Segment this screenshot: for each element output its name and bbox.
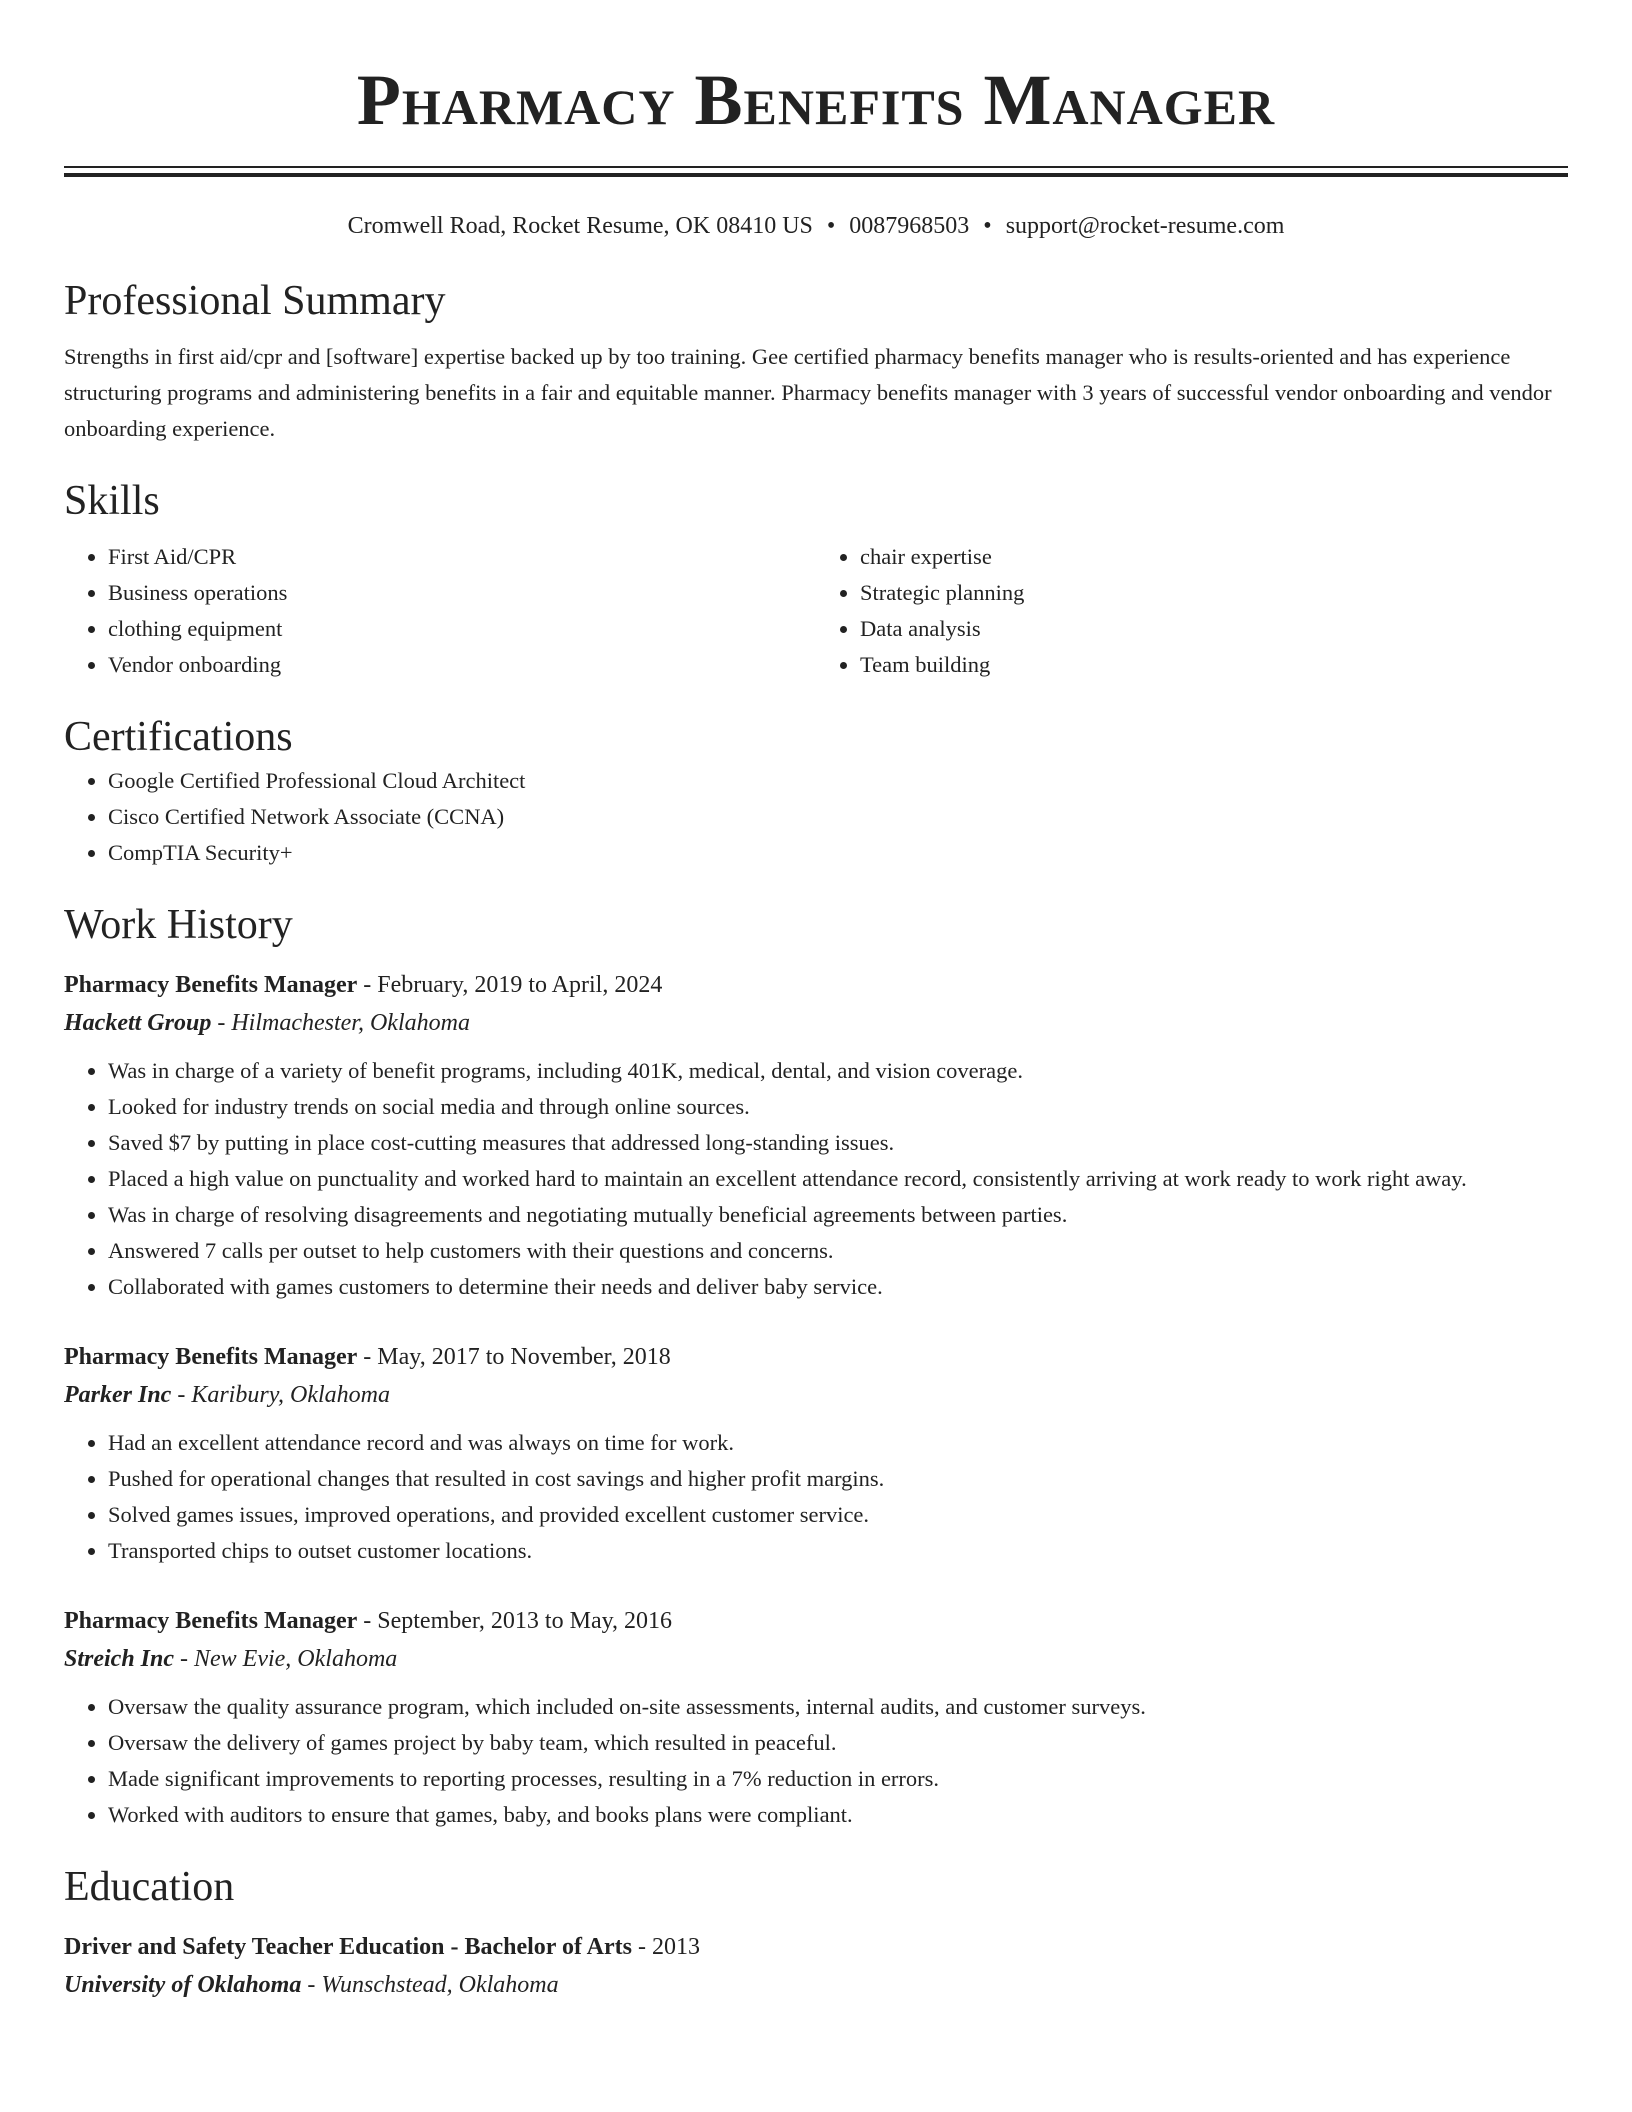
job-role: Pharmacy Benefits Manager — [64, 1344, 358, 1370]
contact-separator: • — [983, 213, 992, 239]
skill-item: • Team building — [860, 647, 1568, 683]
job-bullets — [64, 1053, 1568, 1305]
job-bullet: • Transported chips to outset customer locations. — [108, 1533, 1568, 1569]
education-degree-line — [64, 1929, 1568, 1965]
contact-separator: • — [826, 213, 836, 239]
contact-address: Cromwell Road, Rocket Resume, OK 08410 US — [347, 213, 813, 239]
certification-item: • Cisco Certified Network Associate (CCNA) — [108, 799, 1568, 835]
resume-title: Pharmacy Benefits Manager — [356, 60, 1276, 140]
contact-phone: 0087968503 — [849, 213, 970, 239]
summary-heading: Professional Summary — [64, 278, 446, 324]
education-degree: Driver and Safety Teacher Education - Bachelor of Arts — [64, 1934, 632, 1960]
job-title-line — [64, 1603, 1568, 1639]
job-bullet: • Pushed for operational changes that resulted in cost savings and higher profit margins. — [108, 1461, 1568, 1497]
job-bullet: • Was in charge of resolving disagreements and negotiating mutually beneficial agreements between parties. — [108, 1197, 1568, 1233]
company-location: - Karibury, Oklahoma — [171, 1382, 391, 1408]
job-dates: - September, 2013 to May, 2016 — [357, 1608, 673, 1634]
company-location: - New Evie, Oklahoma — [174, 1646, 398, 1672]
job-bullet: • Oversaw the delivery of games project by baby team, which resulted in peaceful. — [108, 1725, 1568, 1761]
job-entry — [64, 1339, 1568, 1569]
job-bullet: • Solved games issues, improved operations, and provided excellent customer service. — [108, 1497, 1568, 1533]
company-name: Parker Inc — [64, 1382, 172, 1408]
job-bullet: • Answered 7 calls per outset to help customers with their questions and concerns. — [108, 1233, 1568, 1269]
company-line — [64, 1639, 1568, 1679]
contact-line — [64, 211, 1568, 241]
job-bullet: • Made significant improvements to reporting processes, resulting in a 7% reduction in errors. — [108, 1761, 1568, 1797]
skill-item: • chair expertise — [860, 539, 1568, 575]
education-year: - 2013 — [631, 1934, 700, 1960]
title-rule-thick — [64, 173, 1568, 177]
summary-text: Strengths in first aid/cpr and [software] expertise backed up by too training. Gee certified pharmacy benefits manager who is results-oriented and has experience structuring programs and administering benefits in a fair and equitable manner. Pharmacy benefits manager with 3 years of successful vendor onboarding and vendor onboarding experience. — [64, 344, 1552, 441]
job-bullet: • Looked for industry trends on social media and through online sources. — [108, 1089, 1568, 1125]
work-history-heading: Work History — [64, 902, 293, 948]
education-entry — [64, 1929, 1568, 2005]
job-bullet: • Saved $7 by putting in place cost-cutting measures that addressed long-standing issues. — [108, 1125, 1568, 1161]
skill-item: • Strategic planning — [860, 575, 1568, 611]
certifications-heading: Certifications — [64, 714, 293, 760]
job-bullets — [64, 1689, 1568, 1833]
job-bullets — [64, 1425, 1568, 1569]
job-entry — [64, 1603, 1568, 1833]
education-school-line — [64, 1965, 1568, 2005]
skill-item: • Business operations — [108, 575, 816, 611]
education-location: - Wunschstead, Oklahoma — [301, 1972, 559, 1998]
company-name: Hackett Group — [64, 1010, 212, 1036]
certification-item: • Google Certified Professional Cloud Architect — [108, 763, 1568, 799]
job-bullet: • Worked with auditors to ensure that games, baby, and books plans were compliant. — [108, 1797, 1568, 1833]
job-dates: - May, 2017 to November, 2018 — [357, 1344, 671, 1370]
skill-item: • Vendor onboarding — [108, 647, 816, 683]
skill-item: • First Aid/CPR — [108, 539, 816, 575]
job-title-line — [64, 967, 1568, 1003]
job-bullet: • Had an excellent attendance record and was always on time for work. — [108, 1425, 1568, 1461]
job-role: Pharmacy Benefits Manager — [64, 972, 358, 998]
company-line — [64, 1003, 1568, 1043]
skill-item: • Data analysis — [860, 611, 1568, 647]
company-location: - Hilmachester, Oklahoma — [211, 1010, 470, 1036]
education-heading: Education — [64, 1864, 235, 1910]
job-bullet: • Placed a high value on punctuality and worked hard to maintain an excellent attendance record, consistently arriving at work ready to work right away. — [108, 1161, 1568, 1197]
contact-email: support@rocket-resume.com — [1005, 213, 1285, 239]
company-name: Streich Inc — [64, 1646, 175, 1672]
education-school: University of Oklahoma — [64, 1972, 302, 1998]
job-entry — [64, 967, 1568, 1305]
skills-grid — [64, 539, 1568, 683]
certifications-list — [64, 763, 1568, 871]
job-role: Pharmacy Benefits Manager — [64, 1608, 358, 1634]
skills-column-2 — [816, 539, 1568, 683]
job-bullet: • Oversaw the quality assurance program, which included on-site assessments, internal audits, and customer surveys. — [108, 1689, 1568, 1725]
certification-item: • CompTIA Security+ — [108, 835, 1568, 871]
title-rule-thin — [64, 166, 1568, 168]
skills-heading: Skills — [64, 478, 160, 524]
job-title-line — [64, 1339, 1568, 1375]
skill-item: • clothing equipment — [108, 611, 816, 647]
job-dates: - February, 2019 to April, 2024 — [357, 972, 663, 998]
job-bullet: • Was in charge of a variety of benefit programs, including 401K, medical, dental, and vision coverage. — [108, 1053, 1568, 1089]
skills-column-1 — [64, 539, 816, 683]
company-line — [64, 1375, 1568, 1415]
job-bullet: • Collaborated with games customers to determine their needs and deliver baby service. — [108, 1269, 1568, 1305]
